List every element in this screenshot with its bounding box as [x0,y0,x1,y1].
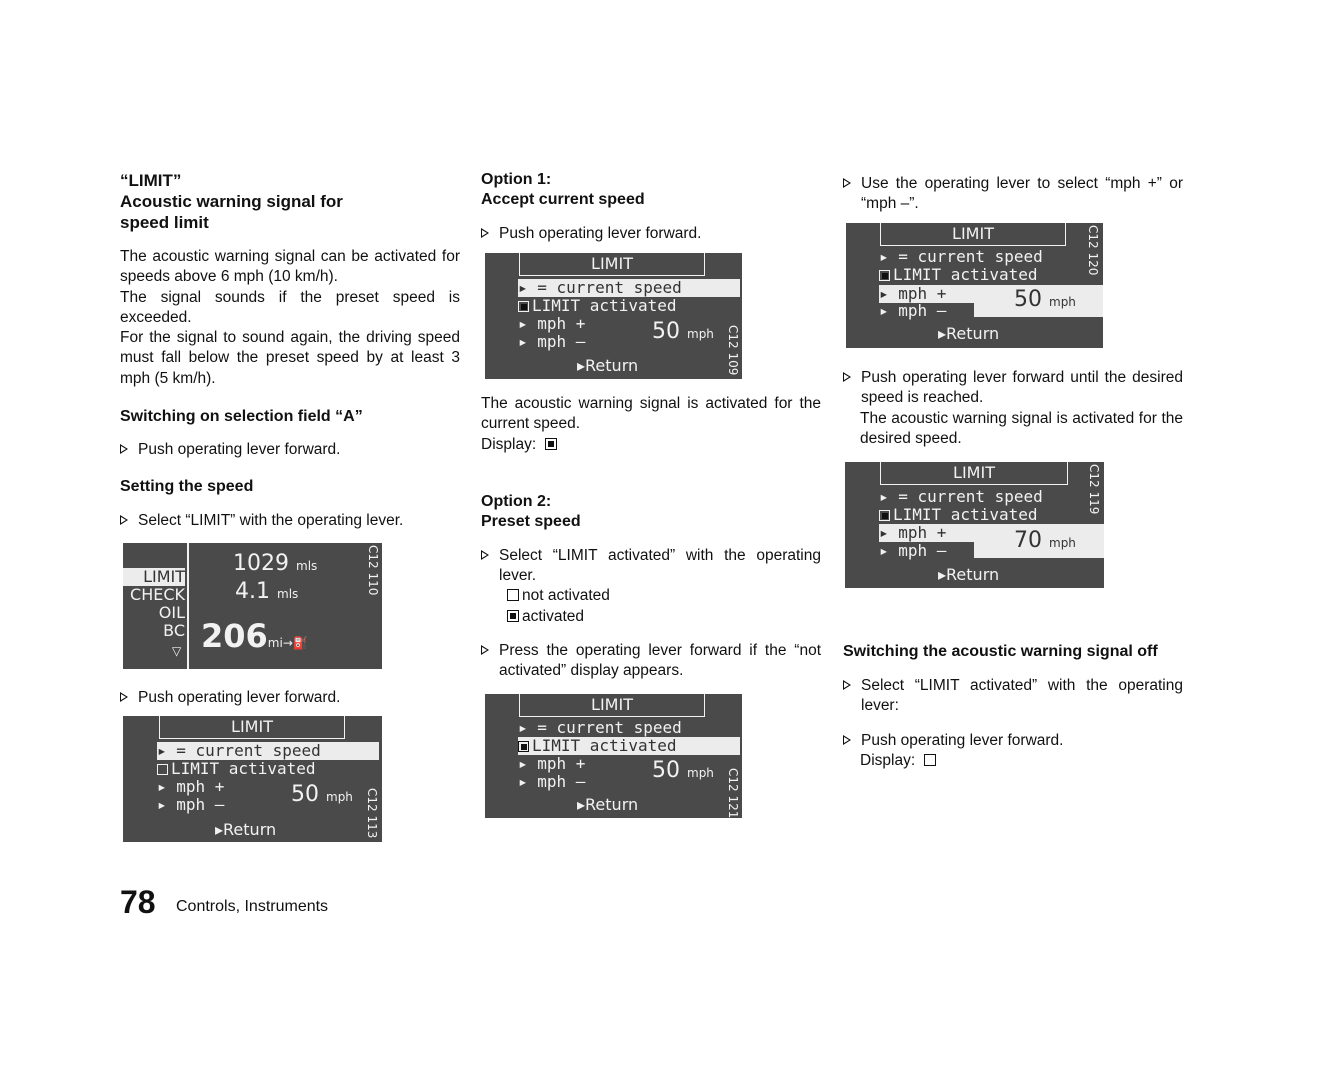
page-number: 78 [120,884,156,920]
menu-title: LIMIT [519,694,705,717]
display-menu-divider [187,543,189,669]
speed-value: 50 mph [652,758,714,783]
instruction-step: Use the operating lever to select “mph +” or “mph –”. [843,174,1183,215]
section-title: Acoustic warning signal for [120,192,343,211]
trip-value: 4.1 mls [235,579,299,604]
menu-item-return: ▸Return [938,324,1000,343]
speed-value: 70 mph [1014,528,1076,553]
bc-item-oil: OIL [158,603,185,622]
speed-value: 50 mph [1014,287,1076,312]
display-limit-menu [485,253,742,379]
speed-value: 50 mph [291,782,353,807]
bc-item-limit: LIMIT [123,568,185,586]
option-subtitle: Preset speed [481,512,581,530]
chevron-down-icon: ▽ [172,644,182,658]
subheading: Setting the speed [120,478,254,496]
menu-item-mph-plus: ▸ mph + [157,777,225,796]
menu-item-mph-plus: ▸ mph + [518,754,586,773]
menu-item-current-speed: ▸ = current speed [879,247,1043,266]
paragraph: The acoustic warning signal is activated for the desired speed. [860,409,1183,447]
triangle-bullet-icon [843,735,851,745]
display-limit-menu [123,716,382,842]
menu-title: LIMIT [880,462,1068,485]
paragraph: The acoustic warning signal can be activated for speeds above 6 mph (10 km/h). [120,248,460,286]
speed-value: 50 mph [652,319,714,344]
checkbox-filled-icon [545,438,557,450]
column-2 [481,170,821,244]
range-value: 206mi→⛽ [201,617,308,655]
display-indicator: Display: [481,435,821,455]
menu-item-current-speed: ▸ = current speed [879,487,1043,506]
menu-item-mph-minus: ▸ mph – [518,332,586,351]
triangle-bullet-icon [481,550,489,560]
triangle-bullet-icon [843,178,851,188]
checkbox-filled-icon [879,510,890,521]
checkbox-empty-icon [924,754,936,766]
menu-item-current-speed: ▸ = current speed [518,279,740,297]
menu-item-limit-activated: LIMIT activated [518,297,677,315]
option-title: Option 1: [481,171,552,188]
checkbox-empty-icon [157,764,168,775]
triangle-bullet-icon [120,692,128,702]
menu-item-mph-plus: ▸ mph + [518,314,586,333]
column-2-lower [481,394,821,682]
menu-item-mph-minus: ▸ mph – [879,301,947,320]
menu-item-return: ▸Return [577,795,639,814]
instruction-step: Push operating lever forward. [481,224,821,244]
menu-item-mph-minus: ▸ mph – [879,541,947,560]
menu-item-mph-minus: ▸ mph – [157,795,225,814]
legend-activated: activated [481,607,821,627]
menu-title: LIMIT [519,253,705,276]
checkbox-filled-icon [518,741,529,752]
image-code: C12 121 [726,768,740,819]
instruction-step: Push operating lever forward. [120,688,478,708]
checkbox-filled-icon [879,270,890,281]
display-limit-menu [485,694,742,818]
menu-item-limit-activated: LIMIT activated [157,760,316,778]
column-3-middle [843,368,1183,449]
triangle-bullet-icon [843,680,851,690]
triangle-bullet-icon [481,228,489,238]
instruction-step: Select “LIMIT” with the operating lever. [120,511,460,531]
section-title: speed limit [120,213,209,232]
menu-item-mph-plus: ▸ mph + [879,285,975,303]
menu-item-limit-activated: LIMIT activated [879,506,1038,524]
column-3 [843,174,1183,215]
menu-item-current-speed: ▸ = current speed [518,718,682,737]
display-bc [123,543,382,669]
image-code: C12 109 [726,325,740,376]
checkbox-empty-icon [507,589,519,601]
instruction-step: Push operating lever forward. [843,731,1183,751]
instruction-step: Press the operating lever forward if the “not activated” display appears. [481,641,821,682]
triangle-bullet-icon [120,444,128,454]
instruction-step: Select “LIMIT activated” with the operating lever. [481,546,821,587]
option-title: Option 2: [481,492,552,510]
menu-item-limit-activated: LIMIT activated [879,266,1038,284]
menu-item-return: ▸Return [577,356,639,375]
subheading: Switching on selection field “A” [120,408,363,426]
instruction-step: Select “LIMIT activated” with the operating lever: [843,676,1183,717]
subheading: Switching the acoustic warning signal off [843,643,1158,660]
instruction-step: Push operating lever forward until the desired speed is reached. [843,368,1183,409]
menu-item-current-speed: ▸ = current speed [157,742,379,760]
display-limit-menu [846,223,1103,348]
section-name: Controls, Instruments [176,898,329,915]
bc-item-bc: BC [163,621,185,640]
menu-item-mph-minus: ▸ mph – [518,772,586,791]
menu-item-mph-plus: ▸ mph + [879,524,975,542]
menu-item-return: ▸Return [938,565,1000,584]
instruction-step: Push operating lever forward. [120,440,460,460]
triangle-bullet-icon [120,515,128,525]
menu-item-limit-activated: LIMIT activated [518,737,740,755]
display-indicator: Display: [843,751,1183,771]
menu-title: LIMIT [880,223,1066,246]
triangle-bullet-icon [843,372,851,382]
paragraph: For the signal to sound again, the driving speed must fall below the preset speed by at least 3 mph (5 km/h). [120,329,460,387]
bc-item-check: CHECK [130,585,185,604]
odometer-value: 1029 mls [233,551,318,576]
checkbox-filled-icon [518,301,529,312]
legend-not-activated: not activated [481,586,821,606]
paragraph: The acoustic warning signal is activated for the current speed. [481,395,821,433]
paragraph: The signal sounds if the preset speed is exceeded. [120,288,460,326]
section-title: “LIMIT” [120,171,182,190]
option-subtitle: Accept current speed [481,191,645,208]
column-1 [120,170,460,532]
menu-item-return: ▸Return [215,820,277,839]
menu-title: LIMIT [159,716,345,739]
image-code: C12 113 [365,788,379,839]
display-limit-menu [845,462,1104,588]
image-code: C12 120 [1086,225,1100,276]
triangle-bullet-icon [481,645,489,655]
image-code: C12 110 [366,545,380,596]
column-3-lower [843,642,1183,771]
image-code: C12 119 [1087,464,1101,515]
checkbox-filled-icon [507,610,519,622]
